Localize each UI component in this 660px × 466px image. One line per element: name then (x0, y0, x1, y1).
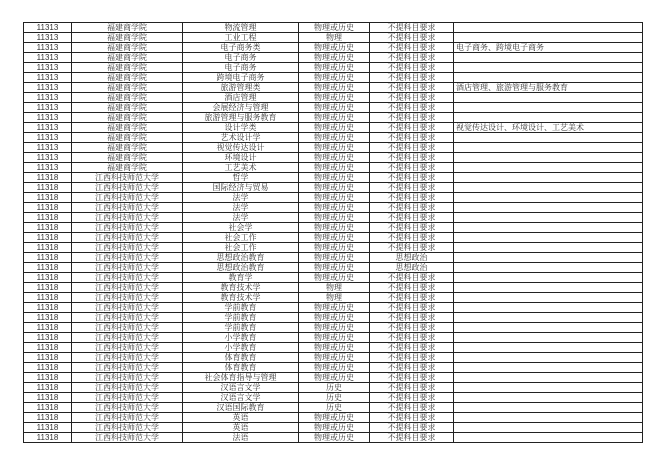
included-majors-note-cell (454, 323, 643, 333)
included-majors-note-cell (454, 113, 643, 123)
table-row (24, 363, 643, 373)
school-name-cell: 福建商学院 (72, 73, 183, 83)
school-code-cell: 11318 (24, 303, 72, 313)
school-name-cell: 江西科技师范大学 (72, 283, 183, 293)
included-majors-note-cell: 酒店管理、旅游管理与服务教育 (454, 83, 643, 93)
subject-requirement-cell: 物理或历史 (299, 273, 370, 283)
table-row (24, 253, 643, 263)
school-code-cell: 11313 (24, 163, 72, 173)
school-name-cell: 江西科技师范大学 (72, 213, 183, 223)
major-name-cell: 汉语言文学 (183, 383, 299, 393)
subject-requirement-cell: 物理或历史 (299, 243, 370, 253)
major-name-cell: 学前教育 (183, 323, 299, 333)
included-majors-note-cell (454, 333, 643, 343)
school-code-cell: 11313 (24, 143, 72, 153)
table-row (24, 93, 643, 103)
elective-requirement-cell: 不提科目要求 (370, 113, 454, 123)
elective-requirement-cell: 不提科目要求 (370, 433, 454, 443)
elective-requirement-cell: 不提科目要求 (370, 353, 454, 363)
subject-requirement-cell: 物理或历史 (299, 103, 370, 113)
school-code-cell: 11318 (24, 383, 72, 393)
table-row (24, 73, 643, 83)
table-row (24, 223, 643, 233)
school-name-cell: 福建商学院 (72, 23, 183, 33)
elective-requirement-cell: 不提科目要求 (370, 413, 454, 423)
school-code-cell: 11313 (24, 33, 72, 43)
school-code-cell: 11318 (24, 263, 72, 273)
subject-requirement-cell: 物理或历史 (299, 123, 370, 133)
school-code-cell: 11318 (24, 333, 72, 343)
major-name-cell: 思想政治教育 (183, 253, 299, 263)
school-name-cell: 福建商学院 (72, 33, 183, 43)
elective-requirement-cell: 不提科目要求 (370, 373, 454, 383)
table-row (24, 323, 643, 333)
included-majors-note-cell (454, 93, 643, 103)
school-name-cell: 江西科技师范大学 (72, 353, 183, 363)
school-code-cell: 11318 (24, 213, 72, 223)
major-name-cell: 法语 (183, 433, 299, 443)
included-majors-note-cell (454, 153, 643, 163)
subject-requirement-cell: 物理或历史 (299, 73, 370, 83)
school-name-cell: 江西科技师范大学 (72, 403, 183, 413)
included-majors-note-cell (454, 33, 643, 43)
school-name-cell: 江西科技师范大学 (72, 243, 183, 253)
major-name-cell: 哲学 (183, 173, 299, 183)
table-row (24, 273, 643, 283)
subject-requirement-cell: 物理 (299, 293, 370, 303)
major-name-cell: 思想政治教育 (183, 263, 299, 273)
included-majors-note-cell (454, 393, 643, 403)
school-name-cell: 福建商学院 (72, 133, 183, 143)
major-name-cell: 学前教育 (183, 313, 299, 323)
major-name-cell: 旅游管理与服务教育 (183, 113, 299, 123)
subject-requirement-cell: 物理或历史 (299, 313, 370, 323)
table-row (24, 373, 643, 383)
table-body (24, 23, 643, 443)
school-code-cell: 11318 (24, 233, 72, 243)
table-row (24, 43, 643, 53)
included-majors-note-cell (454, 73, 643, 83)
school-name-cell: 福建商学院 (72, 123, 183, 133)
elective-requirement-cell: 不提科目要求 (370, 333, 454, 343)
included-majors-note-cell (454, 373, 643, 383)
included-majors-note-cell (454, 163, 643, 173)
table-row (24, 303, 643, 313)
major-name-cell: 教育技术学 (183, 293, 299, 303)
subject-requirement-cell: 物理或历史 (299, 143, 370, 153)
table-row (24, 383, 643, 393)
included-majors-note-cell (454, 223, 643, 233)
school-name-cell: 江西科技师范大学 (72, 423, 183, 433)
major-name-cell: 电子商务类 (183, 43, 299, 53)
subject-requirement-cell: 物理或历史 (299, 263, 370, 273)
table-row (24, 23, 643, 33)
table-row (24, 263, 643, 273)
school-code-cell: 11318 (24, 313, 72, 323)
major-name-cell: 酒店管理 (183, 93, 299, 103)
table-row (24, 183, 643, 193)
included-majors-note-cell (454, 353, 643, 363)
subject-requirement-cell: 历史 (299, 403, 370, 413)
elective-requirement-cell: 不提科目要求 (370, 33, 454, 43)
subject-requirement-cell: 物理或历史 (299, 43, 370, 53)
included-majors-note-cell (454, 53, 643, 63)
included-majors-note-cell: 电子商务、跨境电子商务 (454, 43, 643, 53)
school-code-cell: 11318 (24, 423, 72, 433)
elective-requirement-cell: 思想政治 (370, 253, 454, 263)
school-code-cell: 11313 (24, 83, 72, 93)
subject-requirement-cell: 物理或历史 (299, 323, 370, 333)
school-name-cell: 江西科技师范大学 (72, 433, 183, 443)
included-majors-note-cell (454, 213, 643, 223)
school-code-cell: 11318 (24, 253, 72, 263)
school-code-cell: 11313 (24, 103, 72, 113)
subject-requirement-cell: 物理或历史 (299, 303, 370, 313)
school-code-cell: 11313 (24, 43, 72, 53)
table-row (24, 243, 643, 253)
major-name-cell: 教育技术学 (183, 283, 299, 293)
school-name-cell: 江西科技师范大学 (72, 193, 183, 203)
elective-requirement-cell: 不提科目要求 (370, 423, 454, 433)
school-name-cell: 江西科技师范大学 (72, 253, 183, 263)
major-name-cell: 跨境电子商务 (183, 73, 299, 83)
subject-requirement-cell: 物理或历史 (299, 93, 370, 103)
elective-requirement-cell: 不提科目要求 (370, 203, 454, 213)
school-code-cell: 11318 (24, 223, 72, 233)
elective-requirement-cell: 不提科目要求 (370, 293, 454, 303)
subject-requirement-cell: 历史 (299, 393, 370, 403)
subject-requirement-cell: 物理或历史 (299, 193, 370, 203)
elective-requirement-cell: 不提科目要求 (370, 173, 454, 183)
table-row (24, 123, 643, 133)
subject-requirement-cell: 物理 (299, 33, 370, 43)
included-majors-note-cell (454, 413, 643, 423)
school-code-cell: 11313 (24, 53, 72, 63)
table-row (24, 343, 643, 353)
major-name-cell: 旅游管理类 (183, 83, 299, 93)
included-majors-note-cell (454, 233, 643, 243)
included-majors-note-cell (454, 273, 643, 283)
table-row (24, 283, 643, 293)
elective-requirement-cell: 不提科目要求 (370, 243, 454, 253)
school-name-cell: 福建商学院 (72, 63, 183, 73)
table-row (24, 433, 643, 443)
elective-requirement-cell: 不提科目要求 (370, 93, 454, 103)
school-code-cell: 11318 (24, 273, 72, 283)
school-name-cell: 江西科技师范大学 (72, 223, 183, 233)
elective-requirement-cell: 不提科目要求 (370, 143, 454, 153)
elective-requirement-cell: 不提科目要求 (370, 23, 454, 33)
included-majors-note-cell (454, 193, 643, 203)
included-majors-note-cell (454, 313, 643, 323)
included-majors-note-cell (454, 253, 643, 263)
school-name-cell: 福建商学院 (72, 163, 183, 173)
major-name-cell: 法学 (183, 193, 299, 203)
major-name-cell: 国际经济与贸易 (183, 183, 299, 193)
school-name-cell: 江西科技师范大学 (72, 413, 183, 423)
major-name-cell: 社会工作 (183, 233, 299, 243)
subject-requirement-cell: 物理或历史 (299, 53, 370, 63)
included-majors-note-cell (454, 183, 643, 193)
major-name-cell: 环境设计 (183, 153, 299, 163)
major-name-cell: 设计学类 (183, 123, 299, 133)
elective-requirement-cell: 不提科目要求 (370, 103, 454, 113)
school-name-cell: 福建商学院 (72, 103, 183, 113)
elective-requirement-cell: 思想政治 (370, 263, 454, 273)
elective-requirement-cell: 不提科目要求 (370, 313, 454, 323)
subject-requirement-cell: 物理或历史 (299, 433, 370, 443)
table-row (24, 203, 643, 213)
table-row (24, 393, 643, 403)
school-code-cell: 11318 (24, 363, 72, 373)
subject-requirement-cell: 物理或历史 (299, 23, 370, 33)
elective-requirement-cell: 不提科目要求 (370, 193, 454, 203)
school-name-cell: 江西科技师范大学 (72, 363, 183, 373)
table-row (24, 213, 643, 223)
included-majors-note-cell (454, 423, 643, 433)
school-name-cell: 江西科技师范大学 (72, 323, 183, 333)
included-majors-note-cell (454, 63, 643, 73)
school-name-cell: 江西科技师范大学 (72, 183, 183, 193)
school-name-cell: 江西科技师范大学 (72, 173, 183, 183)
subject-requirement-cell: 物理或历史 (299, 353, 370, 363)
school-code-cell: 11318 (24, 193, 72, 203)
school-code-cell: 11318 (24, 373, 72, 383)
school-name-cell: 江西科技师范大学 (72, 293, 183, 303)
elective-requirement-cell: 不提科目要求 (370, 223, 454, 233)
subject-requirement-cell: 物理或历史 (299, 373, 370, 383)
subject-requirement-cell: 物理或历史 (299, 63, 370, 73)
elective-requirement-cell: 不提科目要求 (370, 343, 454, 353)
included-majors-note-cell (454, 103, 643, 113)
school-code-cell: 11318 (24, 413, 72, 423)
elective-requirement-cell: 不提科目要求 (370, 43, 454, 53)
major-name-cell: 工业工程 (183, 33, 299, 43)
school-code-cell: 11318 (24, 293, 72, 303)
school-code-cell: 11313 (24, 23, 72, 33)
school-code-cell: 11318 (24, 343, 72, 353)
major-name-cell: 会展经济与管理 (183, 103, 299, 113)
elective-requirement-cell: 不提科目要求 (370, 233, 454, 243)
school-code-cell: 11313 (24, 93, 72, 103)
subject-requirement-cell: 物理 (299, 283, 370, 293)
school-code-cell: 11313 (24, 73, 72, 83)
school-name-cell: 江西科技师范大学 (72, 343, 183, 353)
subject-requirement-cell: 物理或历史 (299, 233, 370, 243)
elective-requirement-cell: 不提科目要求 (370, 133, 454, 143)
major-name-cell: 英语 (183, 413, 299, 423)
included-majors-note-cell (454, 343, 643, 353)
subject-requirement-cell: 物理或历史 (299, 203, 370, 213)
school-name-cell: 江西科技师范大学 (72, 203, 183, 213)
table-row (24, 53, 643, 63)
included-majors-note-cell (454, 23, 643, 33)
table-row (24, 353, 643, 363)
major-name-cell: 小学教育 (183, 333, 299, 343)
table-row (24, 63, 643, 73)
included-majors-note-cell (454, 133, 643, 143)
subject-requirement-cell: 历史 (299, 383, 370, 393)
major-name-cell: 社会体育指导与管理 (183, 373, 299, 383)
elective-requirement-cell: 不提科目要求 (370, 63, 454, 73)
table-row (24, 133, 643, 143)
school-name-cell: 江西科技师范大学 (72, 383, 183, 393)
elective-requirement-cell: 不提科目要求 (370, 53, 454, 63)
major-name-cell: 视觉传达设计 (183, 143, 299, 153)
table-row (24, 113, 643, 123)
subject-requirement-cell: 物理或历史 (299, 343, 370, 353)
major-name-cell: 法学 (183, 213, 299, 223)
table-row (24, 403, 643, 413)
school-name-cell: 江西科技师范大学 (72, 303, 183, 313)
school-name-cell: 江西科技师范大学 (72, 313, 183, 323)
major-name-cell: 电子商务 (183, 53, 299, 63)
elective-requirement-cell: 不提科目要求 (370, 213, 454, 223)
major-name-cell: 小学教育 (183, 343, 299, 353)
subject-requirement-cell: 物理或历史 (299, 133, 370, 143)
school-code-cell: 11318 (24, 183, 72, 193)
subject-requirement-cell: 物理或历史 (299, 213, 370, 223)
school-code-cell: 11318 (24, 203, 72, 213)
school-code-cell: 11318 (24, 353, 72, 363)
school-code-cell: 11313 (24, 63, 72, 73)
school-code-cell: 11313 (24, 153, 72, 163)
school-code-cell: 11318 (24, 393, 72, 403)
major-name-cell: 体育教育 (183, 363, 299, 373)
elective-requirement-cell: 不提科目要求 (370, 363, 454, 373)
table-row (24, 143, 643, 153)
major-name-cell: 物流管理 (183, 23, 299, 33)
major-name-cell: 英语 (183, 423, 299, 433)
school-code-cell: 11318 (24, 243, 72, 253)
admission-subject-table (23, 22, 643, 443)
table-row (24, 83, 643, 93)
subject-requirement-cell: 物理或历史 (299, 83, 370, 93)
subject-requirement-cell: 物理或历史 (299, 413, 370, 423)
included-majors-note-cell (454, 433, 643, 443)
included-majors-note-cell (454, 293, 643, 303)
school-code-cell: 11313 (24, 113, 72, 123)
table-row (24, 193, 643, 203)
school-name-cell: 江西科技师范大学 (72, 373, 183, 383)
elective-requirement-cell: 不提科目要求 (370, 323, 454, 333)
school-name-cell: 江西科技师范大学 (72, 333, 183, 343)
included-majors-note-cell (454, 263, 643, 273)
school-name-cell: 福建商学院 (72, 53, 183, 63)
school-name-cell: 福建商学院 (72, 93, 183, 103)
school-name-cell: 江西科技师范大学 (72, 263, 183, 273)
elective-requirement-cell: 不提科目要求 (370, 153, 454, 163)
school-code-cell: 11313 (24, 133, 72, 143)
school-code-cell: 11318 (24, 173, 72, 183)
elective-requirement-cell: 不提科目要求 (370, 83, 454, 93)
subject-requirement-cell: 物理或历史 (299, 183, 370, 193)
subject-requirement-cell: 物理或历史 (299, 423, 370, 433)
elective-requirement-cell: 不提科目要求 (370, 163, 454, 173)
table-row (24, 333, 643, 343)
school-name-cell: 江西科技师范大学 (72, 393, 183, 403)
major-name-cell: 学前教育 (183, 303, 299, 313)
elective-requirement-cell: 不提科目要求 (370, 123, 454, 133)
subject-requirement-cell: 物理或历史 (299, 173, 370, 183)
school-code-cell: 11318 (24, 283, 72, 293)
elective-requirement-cell: 不提科目要求 (370, 303, 454, 313)
school-name-cell: 福建商学院 (72, 43, 183, 53)
school-code-cell: 11318 (24, 323, 72, 333)
included-majors-note-cell (454, 303, 643, 313)
included-majors-note-cell (454, 403, 643, 413)
elective-requirement-cell: 不提科目要求 (370, 73, 454, 83)
school-name-cell: 江西科技师范大学 (72, 273, 183, 283)
table-row (24, 313, 643, 323)
school-code-cell: 11318 (24, 433, 72, 443)
included-majors-note-cell (454, 383, 643, 393)
major-name-cell: 工艺美术 (183, 163, 299, 173)
elective-requirement-cell: 不提科目要求 (370, 393, 454, 403)
subject-requirement-cell: 物理或历史 (299, 113, 370, 123)
table-row (24, 173, 643, 183)
table-row (24, 33, 643, 43)
included-majors-note-cell (454, 203, 643, 213)
included-majors-note-cell (454, 363, 643, 373)
elective-requirement-cell: 不提科目要求 (370, 403, 454, 413)
table-row (24, 103, 643, 113)
major-name-cell: 教育学 (183, 273, 299, 283)
major-name-cell: 体育教育 (183, 353, 299, 363)
elective-requirement-cell: 不提科目要求 (370, 383, 454, 393)
subject-requirement-cell: 物理或历史 (299, 163, 370, 173)
subject-requirement-cell: 物理或历史 (299, 253, 370, 263)
subject-requirement-cell: 物理或历史 (299, 363, 370, 373)
school-name-cell: 江西科技师范大学 (72, 233, 183, 243)
subject-requirement-cell: 物理或历史 (299, 333, 370, 343)
table-row (24, 153, 643, 163)
school-name-cell: 福建商学院 (72, 143, 183, 153)
elective-requirement-cell: 不提科目要求 (370, 183, 454, 193)
major-name-cell: 艺术设计学 (183, 133, 299, 143)
school-code-cell: 11313 (24, 123, 72, 133)
major-name-cell: 汉语言文学 (183, 393, 299, 403)
elective-requirement-cell: 不提科目要求 (370, 283, 454, 293)
table-row (24, 163, 643, 173)
major-name-cell: 电子商务 (183, 63, 299, 73)
school-name-cell: 福建商学院 (72, 113, 183, 123)
elective-requirement-cell: 不提科目要求 (370, 273, 454, 283)
table-row (24, 413, 643, 423)
included-majors-note-cell (454, 283, 643, 293)
major-name-cell: 社会学 (183, 223, 299, 233)
major-name-cell: 法学 (183, 203, 299, 213)
subject-requirement-cell: 物理或历史 (299, 153, 370, 163)
table-row (24, 423, 643, 433)
included-majors-note-cell (454, 143, 643, 153)
included-majors-note-cell (454, 173, 643, 183)
major-name-cell: 汉语国际教育 (183, 403, 299, 413)
table-row (24, 233, 643, 243)
school-name-cell: 福建商学院 (72, 153, 183, 163)
subject-requirement-cell: 物理或历史 (299, 223, 370, 233)
table-row (24, 293, 643, 303)
included-majors-note-cell: 视觉传达设计、环境设计、工艺美术 (454, 123, 643, 133)
school-code-cell: 11318 (24, 403, 72, 413)
major-name-cell: 社会工作 (183, 243, 299, 253)
school-name-cell: 福建商学院 (72, 83, 183, 93)
included-majors-note-cell (454, 243, 643, 253)
